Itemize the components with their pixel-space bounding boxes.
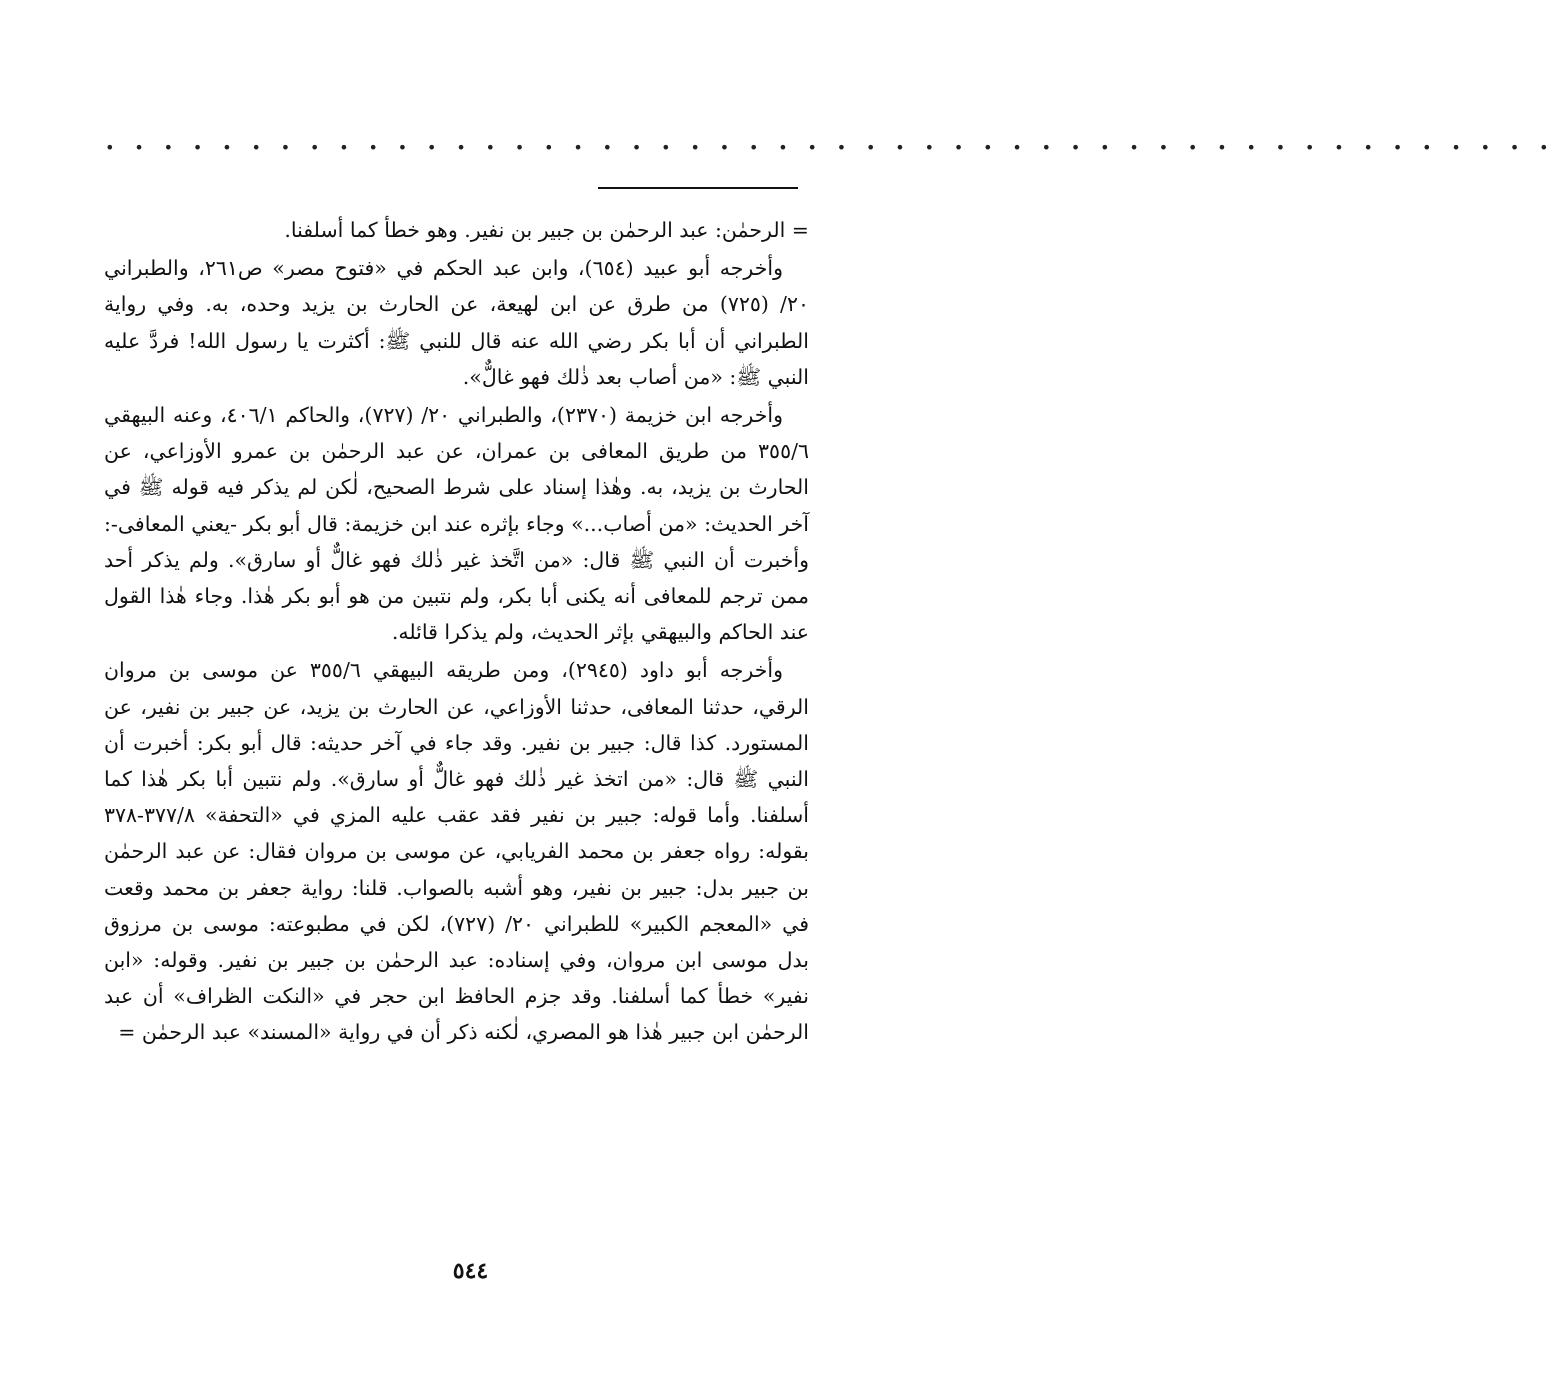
footnote-rule xyxy=(598,187,798,189)
page-number: ٥٤٤ xyxy=(452,1258,489,1284)
footnote-paragraph-abu-dawud: وأخرجه أبو داود (٢٩٤٥)، ومن طريقه البيهقي ٣٥٥/٦ عن موسى بن مروان الرقي، حدثنا المعافى، حدثنا الأوزاعي، عن الحارث بن يزيد، عن جبير بن نفير، عن المستورد. كذا قال: جبير بن نفير. وقد جاء في آخر حديثه: قال أبو بكر: أخبرت أن النبي ﷺ قال: «من اتخذ غير ذٰلك فهو غالٌّ أو سارق». ولم نتبين أبا بكر هٰذا كما أسلفنا. وأما قوله: جبير بن نفير فقد عقب عليه المزي في «التحفة» ٣٧٧/٨-٣٧٨ بقوله: رواه جعفر بن محمد الفريابي، عن موسى بن مروان فقال: عن عبد الرحمٰن بن جبير بدل: جبير بن نفير، وهو أشبه بالصواب. قلنا: رواية جعفر بن محمد وقعت في «المعجم الكبير» للطبراني ٢٠/ (٧٢٧)، لكن في مطبوعته: موسى بن مرزوق بدل موسى ابن مروان، وفي إسناده: عبد الرحمٰن بن جبير بن نفير. وقوله: «ابن نفير» خطأ كما أسلفنا. وقد جزم الحافظ ابن حجر في «النكت الظراف» أن عبد الرحمٰن ابن جبير هٰذا هو المصري، لٰكنه ذكر أن في رواية «المسند» عبد الرحمٰن = xyxy=(104,658,810,1045)
footnote-paragraph-ibn-khuzaymah: وأخرجه ابن خزيمة (٢٣٧٠)، والطبراني ٢٠/ (٧٢٧)، والحاكم ٤٠٦/١، وعنه البيهقي ٣٥٥/٦ من طريق المعافى بن عمران، عن عبد الرحمٰن بن عمرو الأوزاعي، عن الحارث بن يزيد، به. وهٰذا إسناد على شرط الصحيح، لٰكن لم يذكر فيه قوله ﷺ في آخر الحديث: «من أصاب...» وجاء بإثره عند ابن خزيمة: قال أبو بكر -يعني المعافى-: وأخبرت أن النبي ﷺ قال: «من اتَّخذ غير ذٰلك فهو غالٌّ أو سارق». ولم يذكر أحد ممن ترجم للمعافى أنه يكنى أبا بكر، ولم نتبين من هو أبو بكر هٰذا. وجاء هٰذا القول عند الحاكم والبيهقي بإثر الحديث، ولم يذكرا قائله. xyxy=(104,403,809,645)
footnote-paragraph-continuation: = الرحمٰن: عبد الرحمٰن بن جبير بن نفير. وهو خطأ كما أسلفنا. xyxy=(284,218,809,242)
dot-leader-separator: • • • • • • • • • • • • • • • • • • • • • • • • • • • • • • • • • • • • • • • • • • • • • • • • • • xyxy=(105,138,1554,157)
footnote-paragraph-abu-ubaid: وأخرجه أبو عبيد (٦٥٤)، وابن عبد الحكم في «فتوح مصر» ص٢٦١، والطبراني ٢٠/ (٧٢٥) من طرق عن ابن لهيعة، عن الحارث بن يزيد وحده، به. وفي رواية الطبراني أن أبا بكر رضي الله عنه قال للنبي ﷺ: أكثرت يا رسول الله! فردَّ عليه النبي ﷺ: «من أصاب بعد ذٰلك فهو غالٌّ». xyxy=(104,256,809,389)
footnote-block xyxy=(104,212,809,1051)
